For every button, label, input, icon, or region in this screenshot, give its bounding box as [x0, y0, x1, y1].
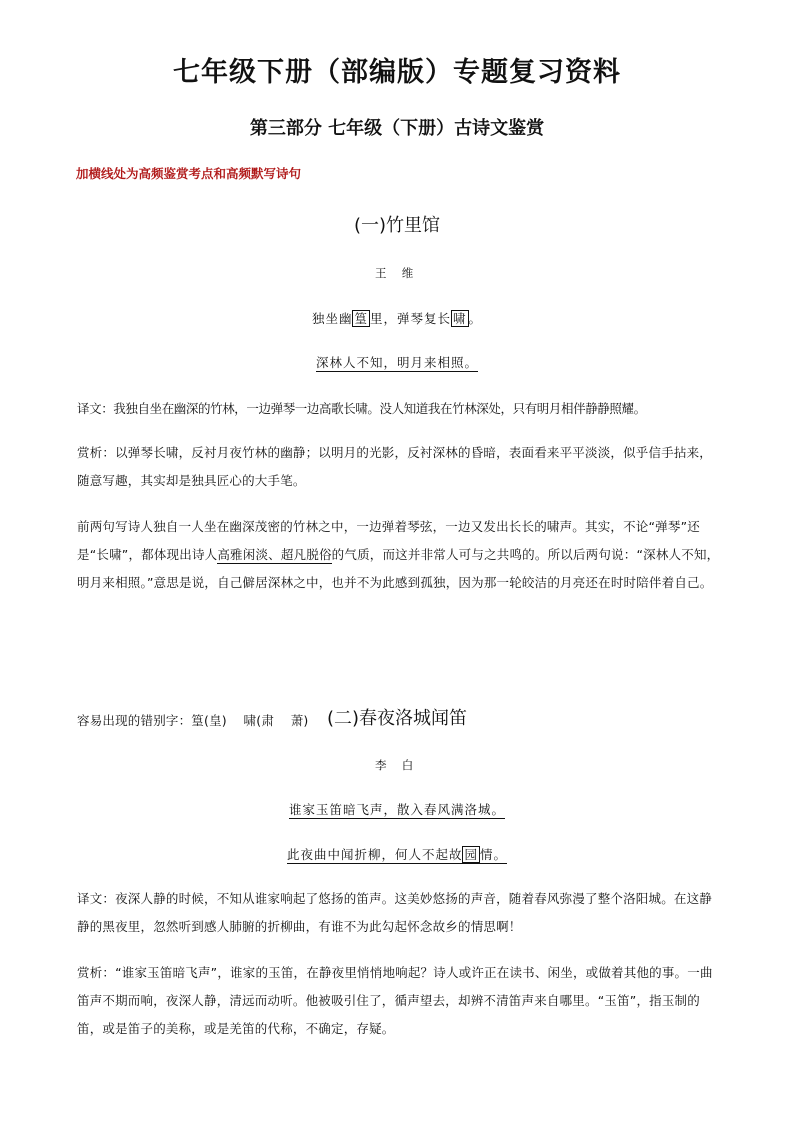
poem2-line2: [0, 845, 794, 863]
poem1-translation-text: 译文：我独自坐在幽深的竹林，一边弹琴一边高歌长啸。没人知道我在竹林深处，只有明月相伴静静照耀。: [77, 401, 646, 416]
poem1-boxed-char: 篁: [354, 311, 368, 326]
poem1-typos-text: 容易出现的错别字：篁(皇) 啸(肃 萧): [77, 713, 309, 728]
poem2-appreciation-text: 赏析：“谁家玉笛暗飞声”，谁家的玉笛，在静夜里悄悄地响起？诗人或许正在读书、闲坐，或做着其他的事。一曲笛声不期而响，夜深人静，清远而动听。他被吸引住了，循声望去，却辨不清笛声来自哪里。“玉笛”，指玉制的笛，或是笛子的美称，或是羌笛的代称，不确定，存疑。: [77, 965, 713, 1036]
highlight-note: 加横线处为高频鉴赏考点和高频默写诗句: [76, 166, 302, 181]
poem1-heading: (一)竹里馆: [353, 215, 441, 236]
poem1-boxed-char: 啸: [453, 311, 467, 326]
poem2-heading: (二)春夜洛城闻笛: [326, 708, 468, 729]
poem1-line2: [0, 353, 794, 371]
poem2-appreciation: [77, 959, 721, 1043]
poem2-line1-text: 谁家玉笛暗飞声，散入春风满洛城。: [288, 802, 505, 817]
poem2-line2-part: 此夜曲中闻折柳，何人不起故: [286, 847, 463, 862]
poem1-analysis-text: 前两句写诗人独自一人坐在幽深茂密的竹林之中，一边弹着琴弦，一边又发出长长的啸声。其实，不论“弹琴”还是“长啸”，都体现出诗人: [77, 519, 700, 562]
poem1-line1-part: 独坐幽: [311, 311, 353, 326]
poem1-line1: [0, 309, 794, 327]
poem2-translation: [77, 885, 721, 941]
poem1-analysis-text: 的气质，而这并非常人可与之共鸣的。所以后两句说：“深林人不知，明月来相照。”意思是说，自己僻居深林之中，也并不为此感到孤独，因为那一轮皎洁的月亮还在时时陪伴着自己。: [77, 547, 720, 590]
poem1-analysis-underlined: 高雅闲淡、超凡脱俗: [217, 547, 332, 562]
poem1-line1-part: 里，弹琴复长: [369, 311, 451, 326]
poem1-translation: [77, 395, 721, 423]
poem1-line1-part: 。: [468, 311, 483, 326]
poem2-boxed-char: 园: [464, 847, 478, 862]
poem2-line2-part: 情。: [480, 847, 508, 862]
poem2-author: 李 白: [375, 758, 419, 772]
poem1-line2-text: 深林人不知，明月来相照。: [315, 355, 478, 370]
section-subtitle: 第三部分 七年级（下册）古诗文鉴赏: [249, 118, 545, 139]
poem1-analysis: [77, 513, 721, 597]
poem2-line1: [0, 800, 794, 818]
poem1-author: 王 维: [375, 266, 419, 280]
poem1-appreciation-text: 赏析：以弹琴长啸，反衬月夜竹林的幽静；以明月的光影，反衬深林的昏暗，表面看来平平淡淡，似乎信手拈来，随意写趣，其实却是独具匠心的大手笔。: [77, 445, 713, 488]
poem1-appreciation: [77, 439, 721, 495]
page-title: 七年级下册（部编版）专题复习资料: [173, 57, 621, 88]
poem2-translation-text: 译文：夜深人静的时候，不知从谁家响起了悠扬的笛声。这美妙悠扬的声音，随着春风弥漫了整个洛阳城。在这静静的黑夜里，忽然听到感人肺腑的折柳曲，有谁不为此勾起怀念故乡的情思啊！: [77, 891, 713, 934]
